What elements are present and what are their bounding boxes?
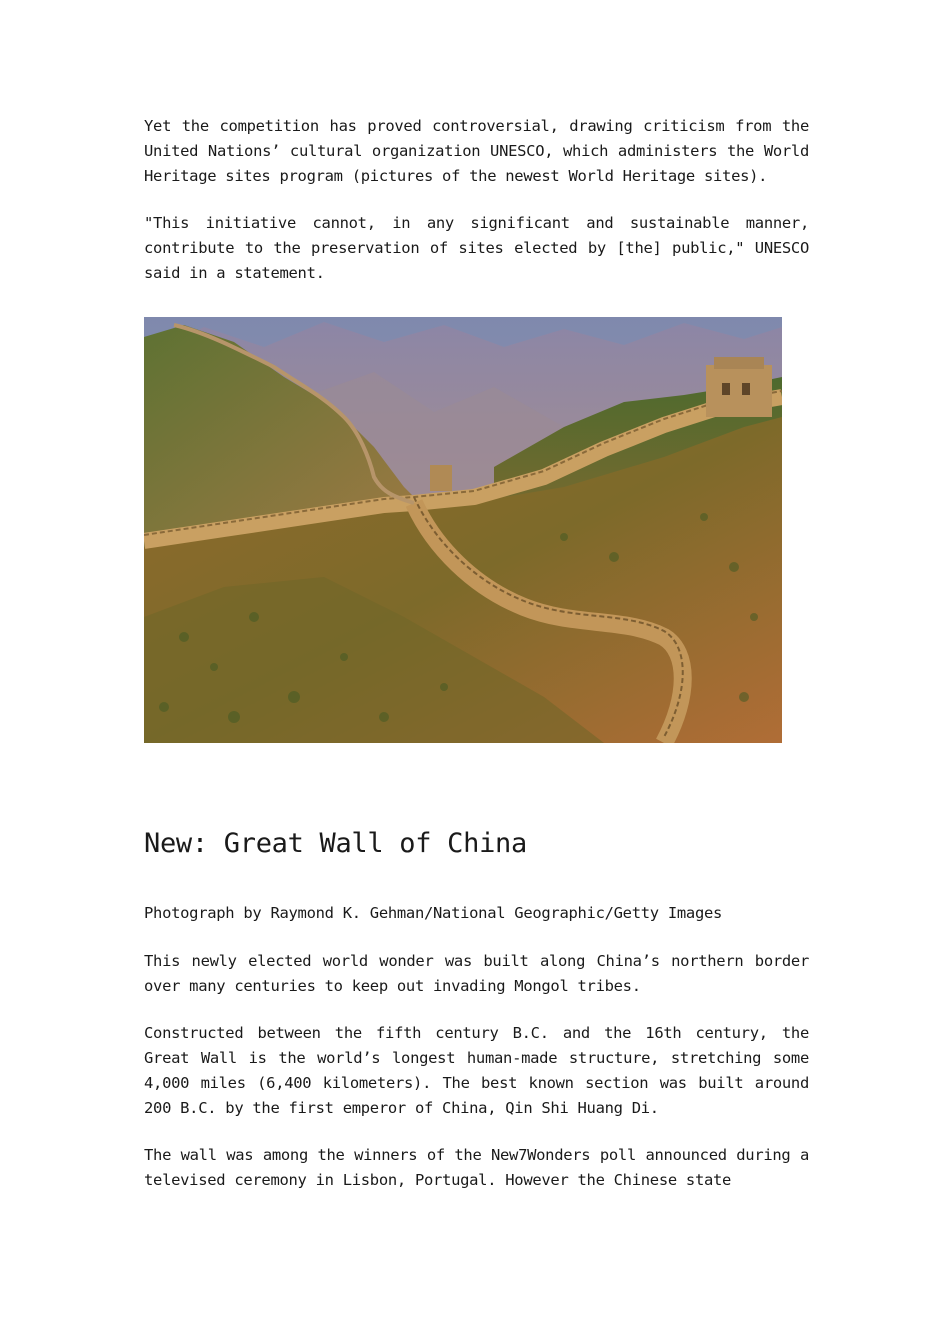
body-paragraph: Constructed between the fifth century B.C. and the 16th century, the Great Wall is the world’s longest human-made structure, stretching some 4,000 miles (6,400 kilometers). The best known section was built around 200 B.C. by the first emperor of China, Qin Shi Huang Di. xyxy=(144,1024,809,1117)
body-paragraph: This newly elected world wonder was built along China’s northern border over many centuries to keep out invading Mongol tribes. xyxy=(144,952,809,995)
section-heading: New: Great Wall of China xyxy=(144,828,527,859)
great-wall-photo xyxy=(144,317,782,743)
photo-credit: Photograph by Raymond K. Gehman/National Geographic/Getty Images xyxy=(144,904,723,922)
body-paragraph: The wall was among the winners of the New7Wonders poll announced during a televised ceremony in Lisbon, Portugal. However the Chinese state xyxy=(144,1146,809,1189)
quote-paragraph: "This initiative cannot, in any significant and sustainable manner, contribute to the preservation of sites elected by [the] public," UNESCO said in a statement. xyxy=(144,214,809,282)
body-paragraph: Yet the competition has proved controversial, drawing criticism from the United Nations’ cultural organization UNESCO, which administers the World Heritage sites program (pictures of the newest World Heritage sites). xyxy=(144,117,809,185)
